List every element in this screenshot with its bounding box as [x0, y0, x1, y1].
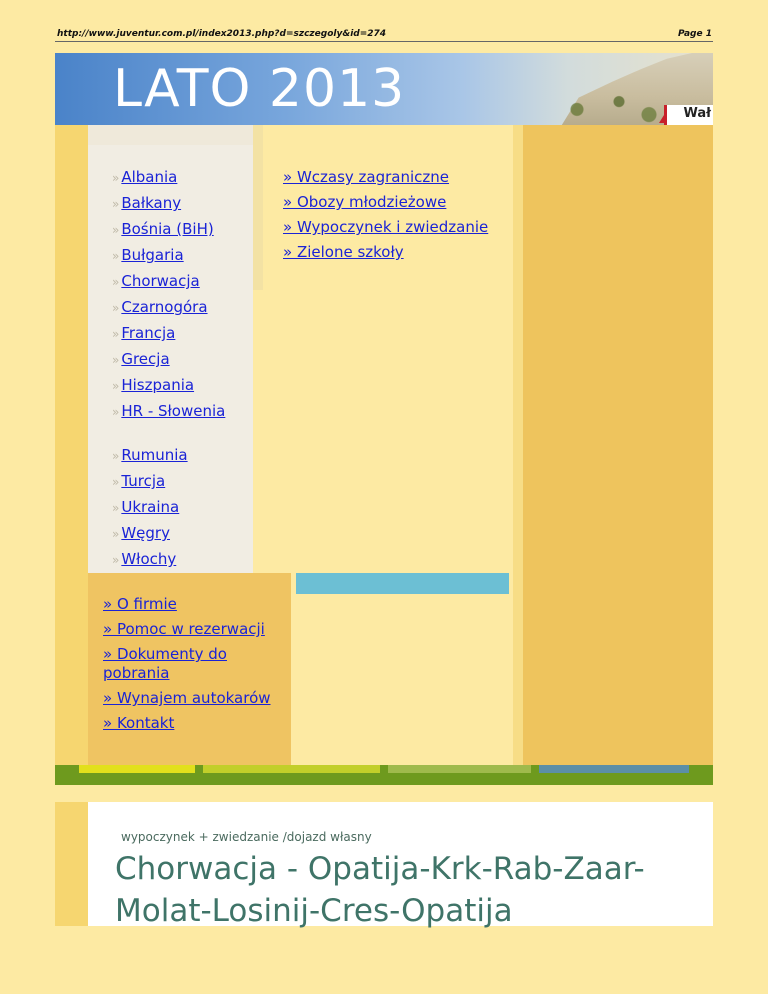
bullet-marker: »: [112, 223, 120, 237]
list-item: [112, 524, 252, 550]
country-link-hiszpania[interactable]: Hiszpania: [121, 376, 195, 394]
list-item: [103, 620, 288, 639]
bullet-marker: »: [112, 475, 120, 489]
stripe-segment-lime: [203, 765, 380, 773]
banner-vegetation-image: [553, 73, 673, 125]
list-item: [112, 194, 252, 220]
bullet-marker: »: [112, 197, 120, 211]
info-links-list: [103, 595, 288, 739]
list-item: [112, 472, 252, 498]
list-item: [112, 376, 252, 402]
list-item: [283, 193, 505, 212]
list-item: [283, 218, 505, 237]
country-link-ukraina[interactable]: Ukraina: [121, 498, 180, 516]
country-link-wegry[interactable]: Węgry: [121, 524, 170, 542]
country-link-chorwacja[interactable]: Chorwacja: [121, 272, 200, 290]
offer-subtitle: wypoczynek + zwiedzanie /dojazd własny: [121, 830, 372, 844]
country-link-balkany[interactable]: Bałkany: [121, 194, 182, 212]
list-item: [112, 298, 252, 324]
center-edge: [513, 125, 523, 765]
list-item: [112, 446, 252, 472]
bullet-marker: »: [112, 301, 120, 315]
list-item: [103, 645, 288, 683]
bullet-marker: »: [112, 249, 120, 263]
bullet-marker: »: [112, 171, 120, 185]
list-item: [112, 220, 252, 246]
bullet-marker: »: [112, 553, 120, 567]
stripe-segment-blue: [539, 765, 689, 773]
banner: [55, 53, 713, 125]
logo-text: Wał: [683, 106, 711, 121]
stripe-segment-olive: [388, 765, 531, 773]
blue-bar: [296, 573, 509, 594]
bullet-marker: »: [112, 327, 120, 341]
country-link-bulgaria[interactable]: Bułgaria: [121, 246, 184, 264]
category-link-wypoczynek-i-zwiedzanie[interactable]: » Wypoczynek i zwiedzanie: [283, 218, 489, 236]
list-item: [283, 168, 505, 187]
info-link-pomoc-w-rezerwacji[interactable]: » Pomoc w rezerwacji: [103, 620, 265, 638]
list-item: [112, 550, 252, 576]
bullet-marker: »: [112, 353, 120, 367]
column-gap: [253, 125, 263, 290]
categories-list: [283, 168, 505, 268]
offer-title: Chorwacja - Opatija-Krk-Rab-Zaar-Molat-Losinij-Cres-Opatija: [115, 851, 645, 929]
list-item: [112, 272, 252, 298]
list-item: [103, 595, 288, 614]
country-link-rumunia[interactable]: Rumunia: [121, 446, 188, 464]
list-item: [283, 243, 505, 262]
list-item: [112, 246, 252, 272]
countries-list: [112, 168, 252, 576]
left-strip: [55, 125, 88, 765]
info-link-dokumenty-do-pobrania[interactable]: » Dokumenty do pobrania: [103, 645, 227, 682]
bullet-marker: »: [112, 275, 120, 289]
right-column: [523, 125, 713, 765]
bullet-marker: »: [112, 379, 120, 393]
list-item: [112, 498, 252, 524]
bullet-marker: »: [112, 405, 120, 419]
list-item: [112, 168, 252, 194]
bullet-marker: »: [112, 527, 120, 541]
list-item: [103, 714, 288, 733]
country-link-bosnia[interactable]: Bośnia (BiH): [121, 220, 214, 238]
category-link-obozy-mlodziezowe[interactable]: » Obozy młodzieżowe: [283, 193, 447, 211]
category-link-zielone-szkoly[interactable]: » Zielone szkoły: [283, 243, 404, 261]
bullet-marker: »: [112, 501, 120, 515]
banner-title: LATO 2013: [113, 59, 406, 119]
list-item: [103, 689, 288, 708]
panel-tab: [88, 125, 253, 145]
content-side-strip: [55, 802, 88, 926]
bullet-marker: »: [112, 449, 120, 463]
info-link-wynajem-autokarow[interactable]: » Wynajem autokarów: [103, 689, 271, 707]
list-item: [112, 350, 252, 376]
country-link-wlochy[interactable]: Włochy: [121, 550, 177, 568]
country-link-turcja[interactable]: Turcja: [121, 472, 166, 490]
stripe-segment-yellow: [79, 765, 195, 773]
info-link-o-firmie[interactable]: » O firmie: [103, 595, 177, 613]
list-item: [112, 402, 252, 446]
country-link-czarnogora[interactable]: Czarnogóra: [121, 298, 208, 316]
country-link-hr-slowenia[interactable]: HR - Słowenia: [121, 402, 226, 420]
content-box: [55, 802, 713, 929]
category-link-wczasy-zagraniczne[interactable]: » Wczasy zagraniczne: [283, 168, 450, 186]
country-link-albania[interactable]: Albania: [121, 168, 178, 186]
info-link-kontakt[interactable]: » Kontakt: [103, 714, 175, 732]
header-divider: [55, 41, 713, 42]
country-link-francja[interactable]: Francja: [121, 324, 176, 342]
country-link-grecja[interactable]: Grecja: [121, 350, 170, 368]
list-item: [112, 324, 252, 350]
page-number: Page 1: [677, 29, 712, 39]
header-url: http://www.juventur.com.pl/index2013.php?d=szczegoly&id=274: [57, 29, 387, 39]
